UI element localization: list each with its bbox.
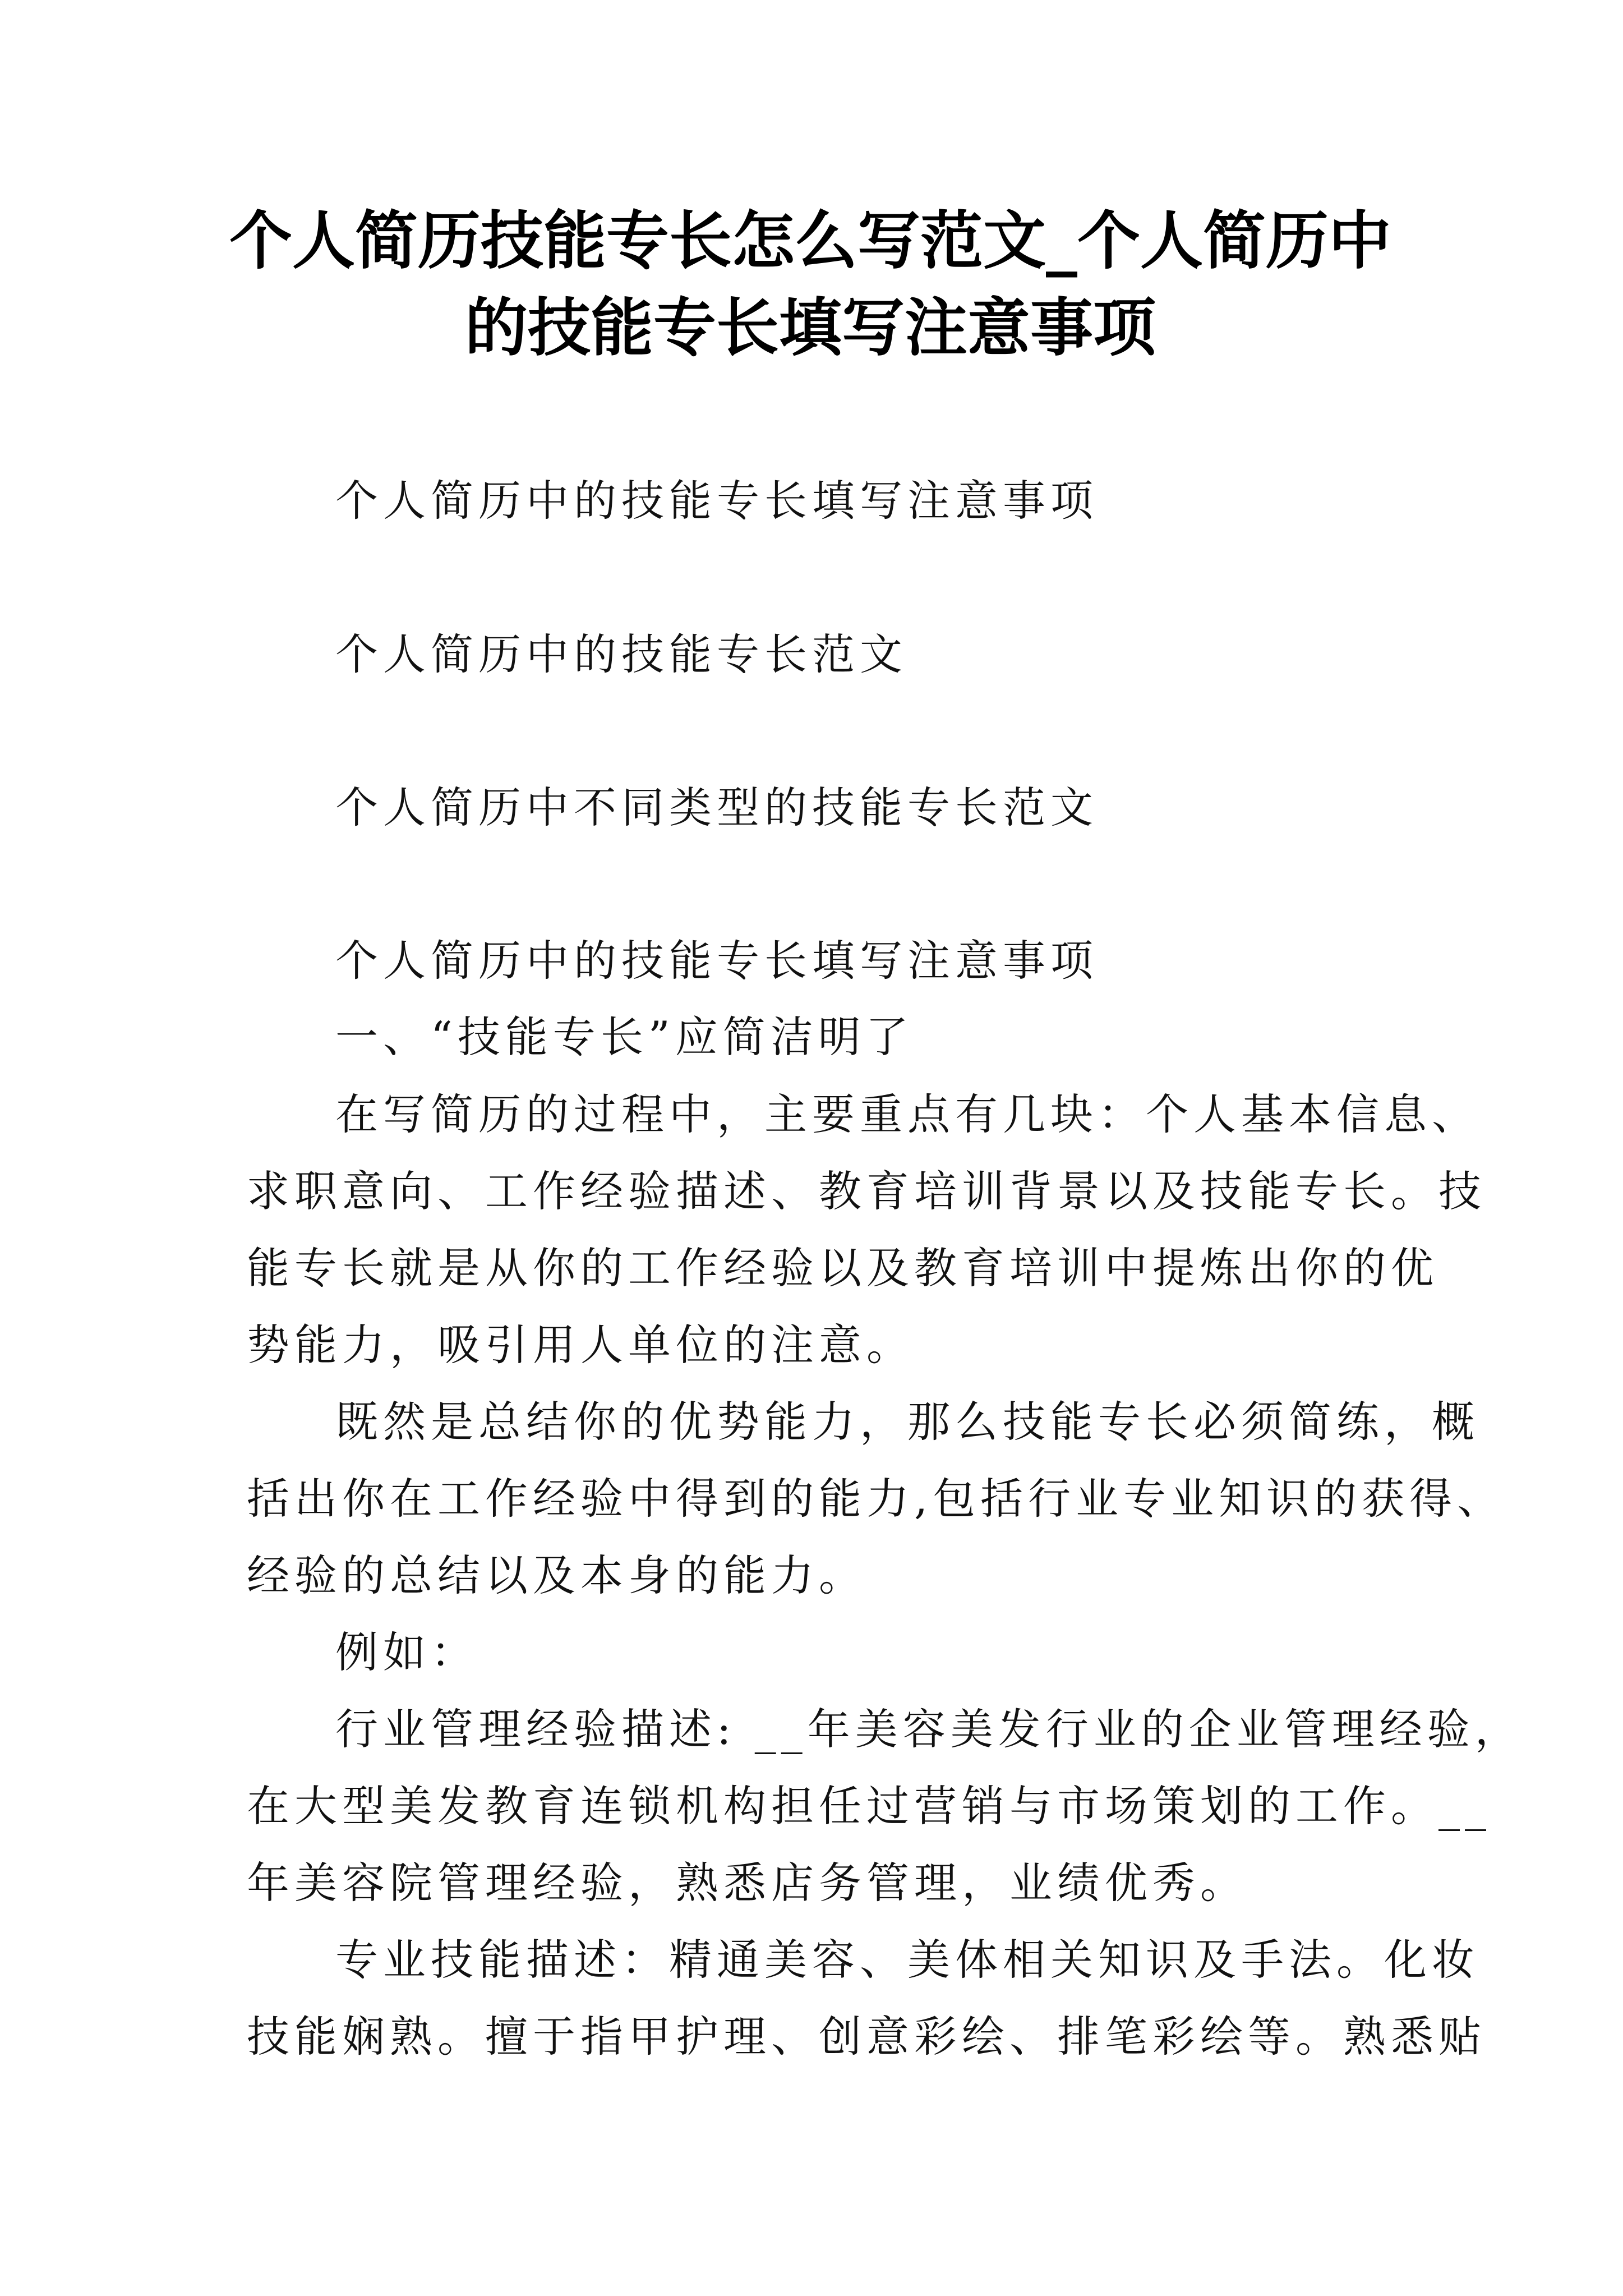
document-title-line-2: 的技能专长填写注意事项: [465, 291, 1156, 365]
paragraph-line: 括出你在工作经验中得到的能力,包括行业专业知识的获得、: [247, 1474, 1505, 1524]
paragraph-line: 在写简历的过程中，主要重点有几块：个人基本信息、: [335, 1089, 1479, 1139]
paragraph-line: 经验的总结以及本身的能力。: [247, 1550, 866, 1600]
example-label: 例如：: [335, 1627, 478, 1677]
document-title-line-1: 个人简历技能专长怎么写范文_个人简历中: [229, 204, 1391, 278]
paragraph-line: 在大型美发教育连锁机构担任过营销与市场策划的工作。__: [247, 1781, 1491, 1831]
paragraph-line: 技能娴熟。擅于指甲护理、创意彩绘、排笔彩绘等。熟悉贴: [247, 2012, 1486, 2062]
paragraph-line: 年美容院管理经验，熟悉店务管理，业绩优秀。: [247, 1858, 1248, 1908]
paragraph-line: 行业管理经验描述: __年美容美发行业的企业管理经验，: [335, 1704, 1523, 1754]
toc-item: 个人简历中的技能专长填写注意事项: [335, 476, 1098, 526]
toc-item: 个人简历中的技能专长范文: [335, 629, 907, 679]
paragraph-line: 求职意向、工作经验描述、教育培训背景以及技能专长。技: [247, 1166, 1486, 1216]
subheading: 一、“技能专长”应简洁明了: [335, 1012, 914, 1062]
paragraph-line: 既然是总结你的优势能力，那么技能专长必须简练，概: [335, 1397, 1479, 1447]
paragraph-line: 能专长就是从你的工作经验以及教育培训中提炼出你的优: [247, 1243, 1438, 1293]
paragraph-line: 专业技能描述：精通美容、美体相关知识及手法。化妆: [335, 1935, 1479, 1985]
toc-item: 个人简历中不同类型的技能专长范文: [335, 783, 1098, 832]
paragraph-line: 势能力，吸引用人单位的注意。: [247, 1320, 914, 1370]
section-heading: 个人简历中的技能专长填写注意事项: [335, 936, 1098, 986]
